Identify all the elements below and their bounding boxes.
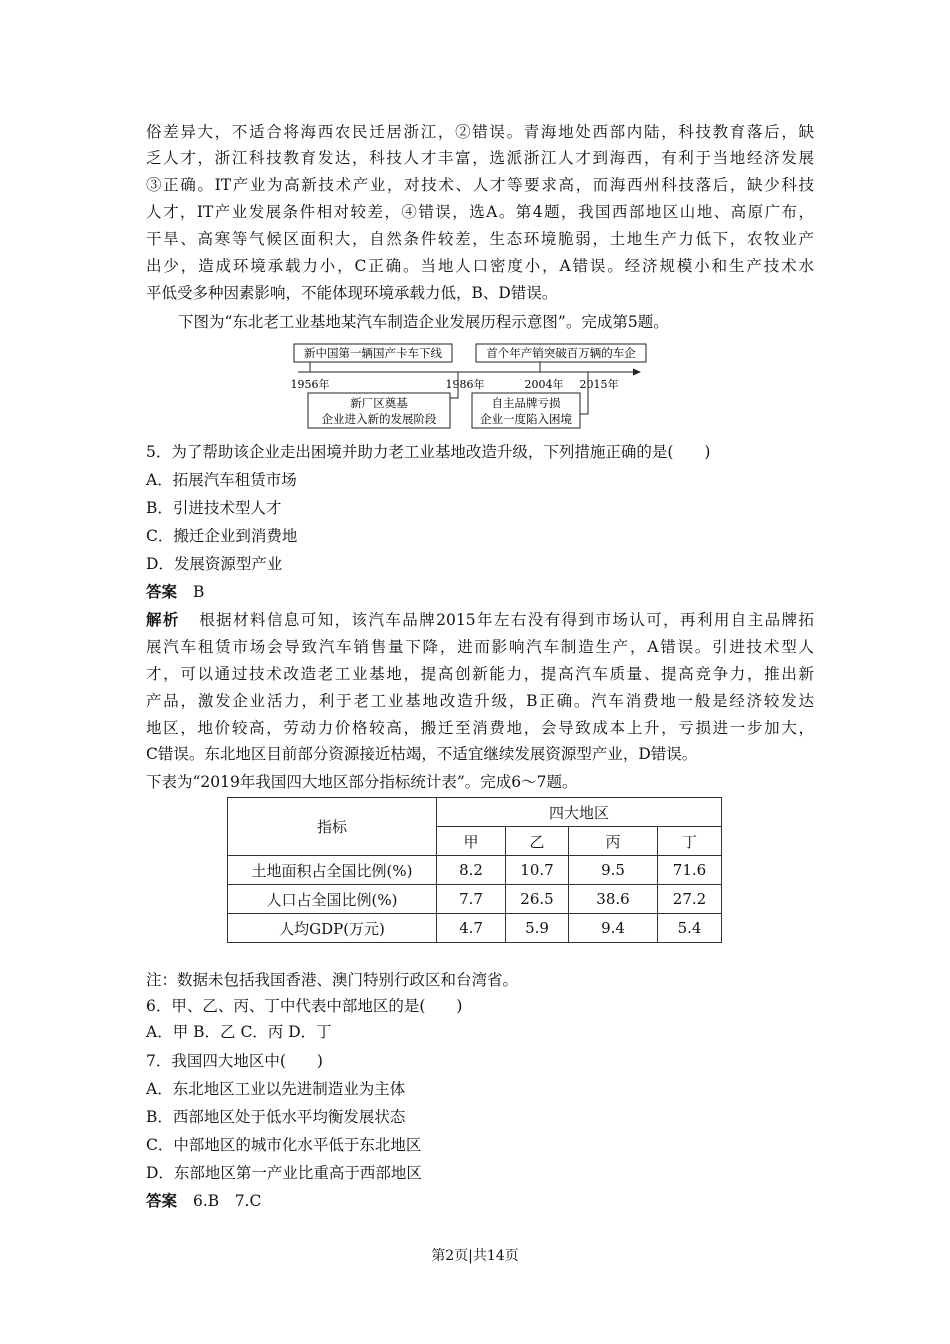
analysis-line-3: 才，可以通过技术改造老工业基地，提高创新能力，提高汽车质量、提高竞争力，推出新	[146, 665, 814, 683]
table-row	[228, 914, 722, 943]
question7-option-a: A．东北地区工业以先进制造业为主体	[146, 1080, 406, 1098]
answer-label: 答案	[146, 583, 178, 601]
question5-option-c: C．搬迁企业到消费地	[146, 527, 298, 545]
table-cell: 27.2	[658, 885, 722, 914]
analysis-label: 解析	[146, 611, 180, 629]
table-note: 注：数据未包括我国香港、澳门特别行政区和台湾省。	[146, 971, 519, 989]
table-header-region-4: 丁	[658, 827, 722, 856]
enterprise-timeline-diagram	[288, 340, 648, 432]
analysis-line-2: 展汽车租赁市场会导致汽车销售量下降，进而影响汽车制造生产，A错误。引进技术型人	[146, 638, 814, 656]
question5-intro: 下图为“东北老工业基地某汽车制造企业发展历程示意图”。完成第5题。	[178, 313, 669, 331]
table-header-region-3: 丙	[569, 827, 658, 856]
table-cell: 9.5	[569, 856, 658, 885]
answer-label: 答案	[146, 1192, 178, 1210]
question5-option-a: A．拓展汽车租赁市场	[146, 471, 297, 489]
table-cell: 8.2	[437, 856, 506, 885]
timeline-arrowhead	[633, 369, 641, 376]
question6-stem: 6．甲、乙、丙、丁中代表中部地区的是( )	[146, 997, 463, 1015]
table-cell: 5.4	[658, 914, 722, 943]
timeline-box-top-right-text: 首个年产销突破百万辆的车企	[486, 346, 636, 360]
table-row	[228, 885, 722, 914]
timeline-box-top-left-text: 新中国第一辆国产卡车下线	[304, 346, 442, 360]
analysis-line-4: 产品，激发企业活力，利于老工业基地改造升级，B正确。汽车消费地一般是经济较发达	[146, 692, 814, 710]
paragraph-line-5: 干旱、高寒等气候区面积大，自然条件较差，生态环境脆弱，土地生产力低下，农牧业产	[146, 230, 814, 248]
question5-option-d: D．发展资源型产业	[146, 555, 283, 573]
timeline-box-bottom-right-line1: 自主品牌亏损	[491, 396, 561, 410]
questions67-answer	[146, 1191, 261, 1211]
analysis-line-6: C错误。东北地区目前部分资源接近枯竭，不适宜继续发展资源型产业，D错误。	[146, 745, 698, 763]
table-cell: 38.6	[569, 885, 658, 914]
table-header-indicator: 指标	[228, 798, 437, 856]
table-cell: 71.6	[658, 856, 722, 885]
region-statistics-table	[227, 797, 722, 943]
table-cell: 7.7	[437, 885, 506, 914]
year-2015: 2015年	[579, 378, 619, 391]
year-2004: 2004年	[524, 378, 564, 391]
paragraph-line-2: 乏人才，浙江科技教育发达，科技人才丰富，选派浙江人才到海西，有利于当地经济发展	[146, 149, 814, 167]
question6-options: A．甲 B．乙 C．丙 D．丁	[146, 1023, 332, 1041]
table-cell: 26.5	[506, 885, 569, 914]
table-header-region-2: 乙	[506, 827, 569, 856]
page-footer: 第2页|共14页	[431, 1248, 519, 1264]
timeline-box-bottom-right-line2: 企业一度陷入困境	[480, 412, 572, 426]
analysis-text-1: 根据材料信息可知，该汽车品牌2015年左右没有得到市场认可，再利用自主品牌拓	[197, 611, 814, 629]
timeline-box-bottom-left-line2: 企业进入新的发展阶段	[321, 412, 437, 426]
timeline-box-bottom-left-line1: 新厂区奠基	[350, 396, 408, 410]
table-header-region-1: 甲	[437, 827, 506, 856]
question5-answer	[146, 582, 204, 602]
table-cell: 5.9	[506, 914, 569, 943]
question7-option-d: D．东部地区第一产业比重高于西部地区	[146, 1164, 422, 1182]
paragraph-line-1: 俗差异大，不适合将海西农民迁居浙江，②错误。青海地处西部内陆，科技教育落后，缺	[146, 123, 814, 141]
table-cell: 9.4	[569, 914, 658, 943]
question7-option-b: B．西部地区处于低水平均衡发展状态	[146, 1108, 406, 1126]
year-1956: 1956年	[290, 378, 330, 391]
question5-stem: 5．为了帮助该企业走出困境并助力老工业基地改造升级，下列措施正确的是( )	[146, 443, 711, 461]
table-cell: 10.7	[506, 856, 569, 885]
analysis-line-5: 地区，地价较高，劳动力价格较高，搬迁至消费地，会导致成本上升，亏损进一步加大，	[146, 719, 814, 737]
question7-stem: 7．我国四大地区中( )	[146, 1052, 323, 1070]
questions67-intro: 下表为“2019年我国四大地区部分指标统计表”。完成6～7题。	[146, 773, 578, 791]
table-row-label: 土地面积占全国比例(%)	[228, 856, 437, 885]
table-cell: 4.7	[437, 914, 506, 943]
answer-value: 6.B 7.C	[193, 1192, 262, 1210]
answer-value: B	[193, 583, 205, 601]
analysis-line-1	[146, 610, 814, 630]
table-row	[228, 856, 722, 885]
paragraph-line-7: 平低受多种因素影响，不能体现环境承载力低，B、D错误。	[146, 284, 558, 302]
table-row-label: 人均GDP(万元)	[228, 914, 437, 943]
table-header-group: 四大地区	[437, 798, 722, 827]
question7-option-c: C．中部地区的城市化水平低于东北地区	[146, 1136, 422, 1154]
year-1986: 1986年	[445, 378, 485, 391]
question5-option-b: B．引进技术型人才	[146, 499, 282, 517]
paragraph-line-4: 人才，IT产业发展条件相对较差，④错误，选A。第4题，我国西部地区山地、高原广布，	[146, 203, 814, 221]
paragraph-line-6: 出少，造成环境承载力小，C正确。当地人口密度小，A错误。经济规模小和生产技术水	[146, 257, 814, 275]
paragraph-line-3: ③正确。IT产业为高新技术产业，对技术、人才等要求高，而海西州科技落后，缺少科技	[146, 176, 814, 194]
table-row-label: 人口占全国比例(%)	[228, 885, 437, 914]
